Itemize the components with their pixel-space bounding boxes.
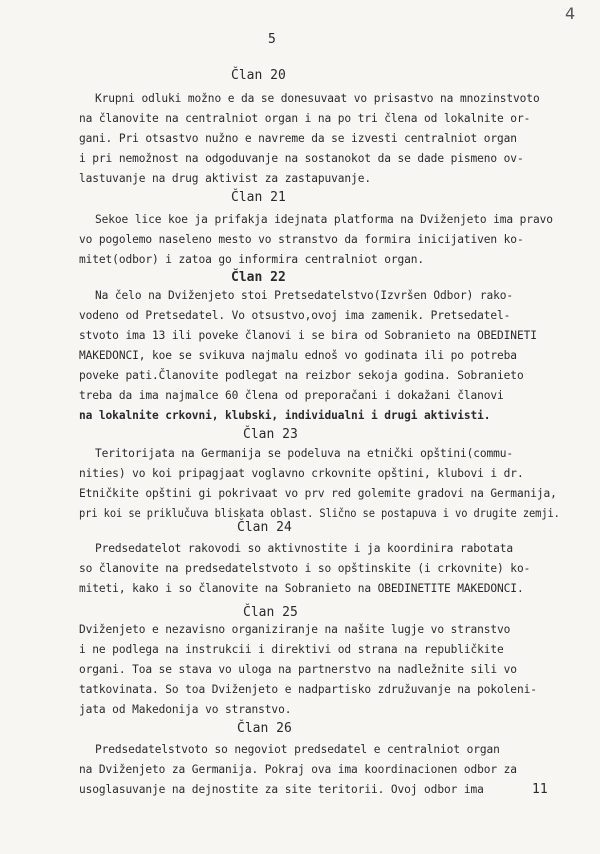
article-21-line: mitet(odbor) i zatoa go informira centralniot organ. [79,253,425,266]
article-23-heading: Član 23 [243,427,298,442]
article-25-heading: Član 25 [243,605,298,620]
article-23-line: Teritorijata na Germanija se podeluva na etnički opštini(commu- [95,447,514,460]
article-26-line: usoglasuvanje na dejnostite za site teritorii. Ovoj odbor ima [79,783,484,796]
article-25-line: tatkovinata. So toa Dviženjeto e nadpartisko združuvanje na pokoleni- [79,683,537,696]
article-25-line: jata od Makedonija vo stranstvo. [79,703,292,716]
article-22-line: na lokalnite crkovni, klubski, individualni i drugi aktivisti. [79,409,491,422]
article-22-line: vodeno od Pretsedatel. Vo otsustvo,ovoj ima zamenik. Pretsedatel- [79,309,511,322]
article-22-line: poveke pati.Članovite podlegat na reizbor sekoja godina. Sobranieto [79,369,524,382]
article-21-heading: Član 21 [231,190,286,205]
article-20-heading: Član 20 [231,68,286,83]
page-number: 5 [268,32,276,47]
article-22-line: Na čelo na Dviženjeto stoi Pretsedatelstvo(Izvršen Odbor) rako- [95,289,514,302]
article-23-line: nities) vo koi pripagjaat voglavno crkovnite opštini, klubovi i dr. [79,467,524,480]
article-23-line: pri koi se priklučuva bliskata oblast. Slično se postapuva i vo drugite zemji. [79,507,560,520]
article-22-line: treba da ima najmalce 60 člena od preporačani i dokažani članovi [79,389,504,402]
article-22-line: stvoto ima 13 ili poveke članovi i se bira od Sobranieto na OBEDINETI [79,329,537,342]
article-20-line: lastuvanje na drug aktivist za zastapuvanje. [79,172,371,185]
article-24-line: miteti, kako i so članovite na Sobranieto na OBEDINETITE MAKEDONCI. [79,582,524,595]
article-23-line: Etničkite opštini gi pokrivaat vo prv red golemite gradovi na Germanija, [79,487,557,500]
article-20-line: i pri nemožnost na odgoduvanje na sostanokot da se dade pismeno ov- [79,152,524,165]
article-25-line: Dviženjeto e nezavisno organiziranje na našite lugje vo stranstvo [79,623,511,636]
article-25-line: i ne podlega na instrukcii i direktivi od strana na republičkite [79,643,504,656]
article-24-line: Predsedatelot rakovodi so aktivnostite i ja koordinira rabotata [95,542,514,555]
article-20-line: gani. Pri otsastvo nužno e navreme da se izvesti centralniot organ [79,132,517,145]
article-20-line: Krupni odluki možno e da se donesuvaat vo prisastvo na mnozinstvoto [95,92,540,105]
article-26-line: Predsedatelstvoto so negoviot predsedatel e centralniot organ [95,743,500,756]
article-21-line: vo pogolemo naseleno mesto vo stranstvo da formira inicijativen ko- [79,233,524,246]
article-26-heading: Član 26 [237,721,292,736]
article-22-heading: Član 22 [231,270,286,285]
article-22-line: MAKEDONCI, koe se svikuva najmalu ednoš vo godinata ili po potreba [79,349,517,362]
article-21-line: Sekoe lice koe ja prifakja idejnata platforma na Dviženjeto ima pravo [95,213,553,226]
article-25-line: organi. Toa se stava vo uloga na partnerstvo na nadležnite sili vo [79,663,517,676]
article-26-line: na Dviženjeto za Germanija. Pokraj ova ima koordinacionen odbor za [79,763,517,776]
handwritten-page-mark: 4 [565,4,576,23]
continuation-number: 11 [532,782,548,797]
article-24-heading: Član 24 [237,520,292,535]
article-24-line: so članovite na predsedatelstvoto i so opštinskite (i crkovnite) ko- [79,562,531,575]
article-20-line: na članovite na centralniot organ i na po tri člena od lokalnite or- [79,112,531,125]
